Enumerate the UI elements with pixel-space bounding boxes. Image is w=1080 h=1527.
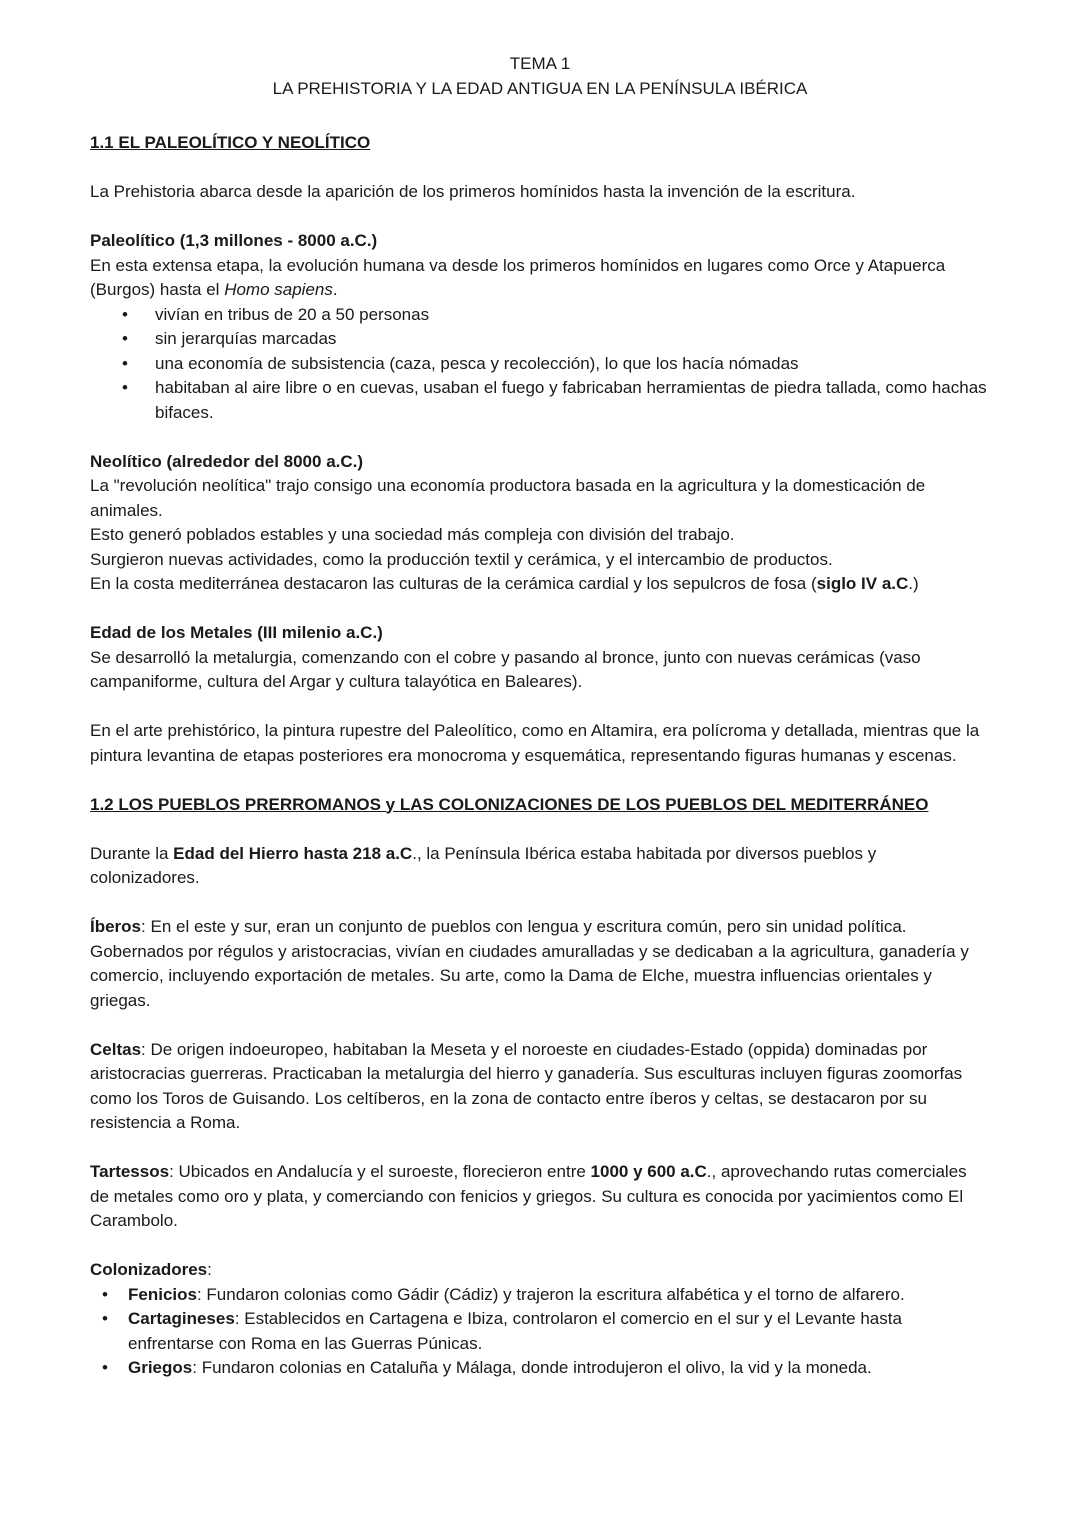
paleolitico-bullet-list xyxy=(90,303,990,426)
list-item: • Griegos: Fundaron colonias en Cataluña y Málaga, donde introdujeron el olivo, la vid y la moneda. xyxy=(90,1356,990,1381)
bullet-icon: • xyxy=(122,329,128,348)
iberos-label: Íberos xyxy=(90,917,142,936)
neolitico-paragraph-2: Esto generó poblados estables y una sociedad más compleja con división del trabajo. xyxy=(90,525,735,544)
list-item: • Cartagineses: Establecidos en Cartagena e Ibiza, controlaron el comercio en el sur y el Levante hasta enfrentarse con Roma en las Guerras Púnicas. xyxy=(102,1309,902,1353)
section-heading-1: 1.1 EL PALEOLÍTICO Y NEOLÍTICO xyxy=(90,133,371,152)
neolitico-paragraph-3: Surgieron nuevas actividades, como la producción textil y cerámica, y el intercambio de productos. xyxy=(90,549,833,569)
bullet-icon: • xyxy=(102,1284,108,1304)
bullet-icon: • xyxy=(122,378,128,397)
tartessos-label: Tartessos xyxy=(90,1162,170,1181)
tema-label: TEMA 1 xyxy=(509,54,571,73)
colonizadores-bullet-list xyxy=(90,1283,990,1381)
metales-text: Se desarrolló la metalurgia, comenzando con el cobre y pasando al bronce, junto con nuevas cerámicas (vaso campaniforme, cultura del Argar y cultura talayótica en Baleares). xyxy=(90,647,921,691)
tartessos-paragraph: Tartessos: Ubicados en Andalucía y el suroeste, florecieron entre 1000 y 600 a.C., aprovechando rutas comerciales de metales como oro y plata, y comerciando con fenicios y griegos. Su cultura es conocida por yacimientos como El Carambolo. xyxy=(90,1162,967,1230)
list-item: • vivían en tribus de 20 a 50 personas xyxy=(90,303,990,328)
colonizadores-heading: Colonizadores: xyxy=(90,1260,212,1279)
list-item: • Fenicios: Fundaron colonias como Gádir (Cádiz) y trajeron la escritura alfabética y el torno de alfarero. xyxy=(90,1283,990,1308)
bullet-icon: • xyxy=(122,304,128,324)
list-item: • habitaban al aire libre o en cuevas, usaban el fuego y fabricaban herramientas de piedra tallada, como hachas bifaces. xyxy=(122,378,987,422)
edad-hierro-intro: Durante la Edad del Hierro hasta 218 a.C., la Península Ibérica estaba habitada por diversos pueblos y colonizadores. xyxy=(90,843,877,887)
celtas-paragraph: Celtas: De origen indoeuropeo, habitaban la Meseta y el noroeste en ciudades-Estado (oppida) dominadas por aristocracias guerreras. Practicaban la metalurgia del hierro y ganadería. Sus esculturas incluyen figuras zoomorfas como los Toros de Guisando. Los celtíberos, en la zona de contacto entre íberos y celtas, se destacaron por su resistencia a Roma. xyxy=(90,1039,963,1132)
bullet-icon: • xyxy=(102,1309,108,1328)
paleolitico-heading: Paleolítico (1,3 millones - 8000 a.C.) xyxy=(90,231,378,250)
paleolitico-text: En esta extensa etapa, la evolución humana va desde los primeros homínidos en lugares como Orce y Atapuerca (Burgos) hasta el Homo sapiens. xyxy=(90,255,946,299)
bullet-icon: • xyxy=(102,1358,108,1377)
bullet-icon: • xyxy=(122,353,128,373)
metales-heading: Edad de los Metales (III milenio a.C.) xyxy=(90,623,383,642)
arte-prehistorico-text: En el arte prehistórico, la pintura rupestre del Paleolítico, como en Altamira, era polícroma y detallada, mientras que la pintura levantina de etapas posteriores era monocroma y esquemática, representando figuras humanas y escenas. xyxy=(90,721,980,765)
prehistoria-intro: La Prehistoria abarca desde la aparición de los primeros homínidos hasta la invención de la escritura. xyxy=(90,182,856,201)
document-title: LA PREHISTORIA Y LA EDAD ANTIGUA EN LA PENÍNSULA IBÉRICA xyxy=(272,78,808,98)
list-item: • una economía de subsistencia (caza, pesca y recolección), lo que los hacía nómadas xyxy=(90,352,990,377)
document-page xyxy=(90,52,990,1381)
neolitico-heading: Neolítico (alrededor del 8000 a.C.) xyxy=(90,451,364,471)
iberos-paragraph: Íberos: En el este y sur, eran un conjunto de pueblos con lengua y escritura común, pero sin unidad política. Gobernados por régulos y aristocracias, vivían en ciudades amuralladas y se dedicaban a la agricultura, ganadería y comercio, incluyendo exportación de metales. Su arte, como la Dama de Elche, muestra influencias orientales y griegas. xyxy=(90,917,969,1010)
neolitico-paragraph-1: La "revolución neolítica" trajo consigo una economía productora basada en la agricultura y la domesticación de animales. xyxy=(90,476,926,520)
celtas-label: Celtas xyxy=(90,1039,142,1059)
neolitico-paragraph-4: En la costa mediterránea destacaron las culturas de la cerámica cardial y los sepulcros de fosa (siglo IV a.C.) xyxy=(90,574,919,593)
section-heading-2: 1.2 LOS PUEBLOS PRERROMANOS y LAS COLONIZACIONES DE LOS PUEBLOS DEL MEDITERRÁNEO xyxy=(90,794,929,814)
list-item: • sin jerarquías marcadas xyxy=(90,327,990,352)
